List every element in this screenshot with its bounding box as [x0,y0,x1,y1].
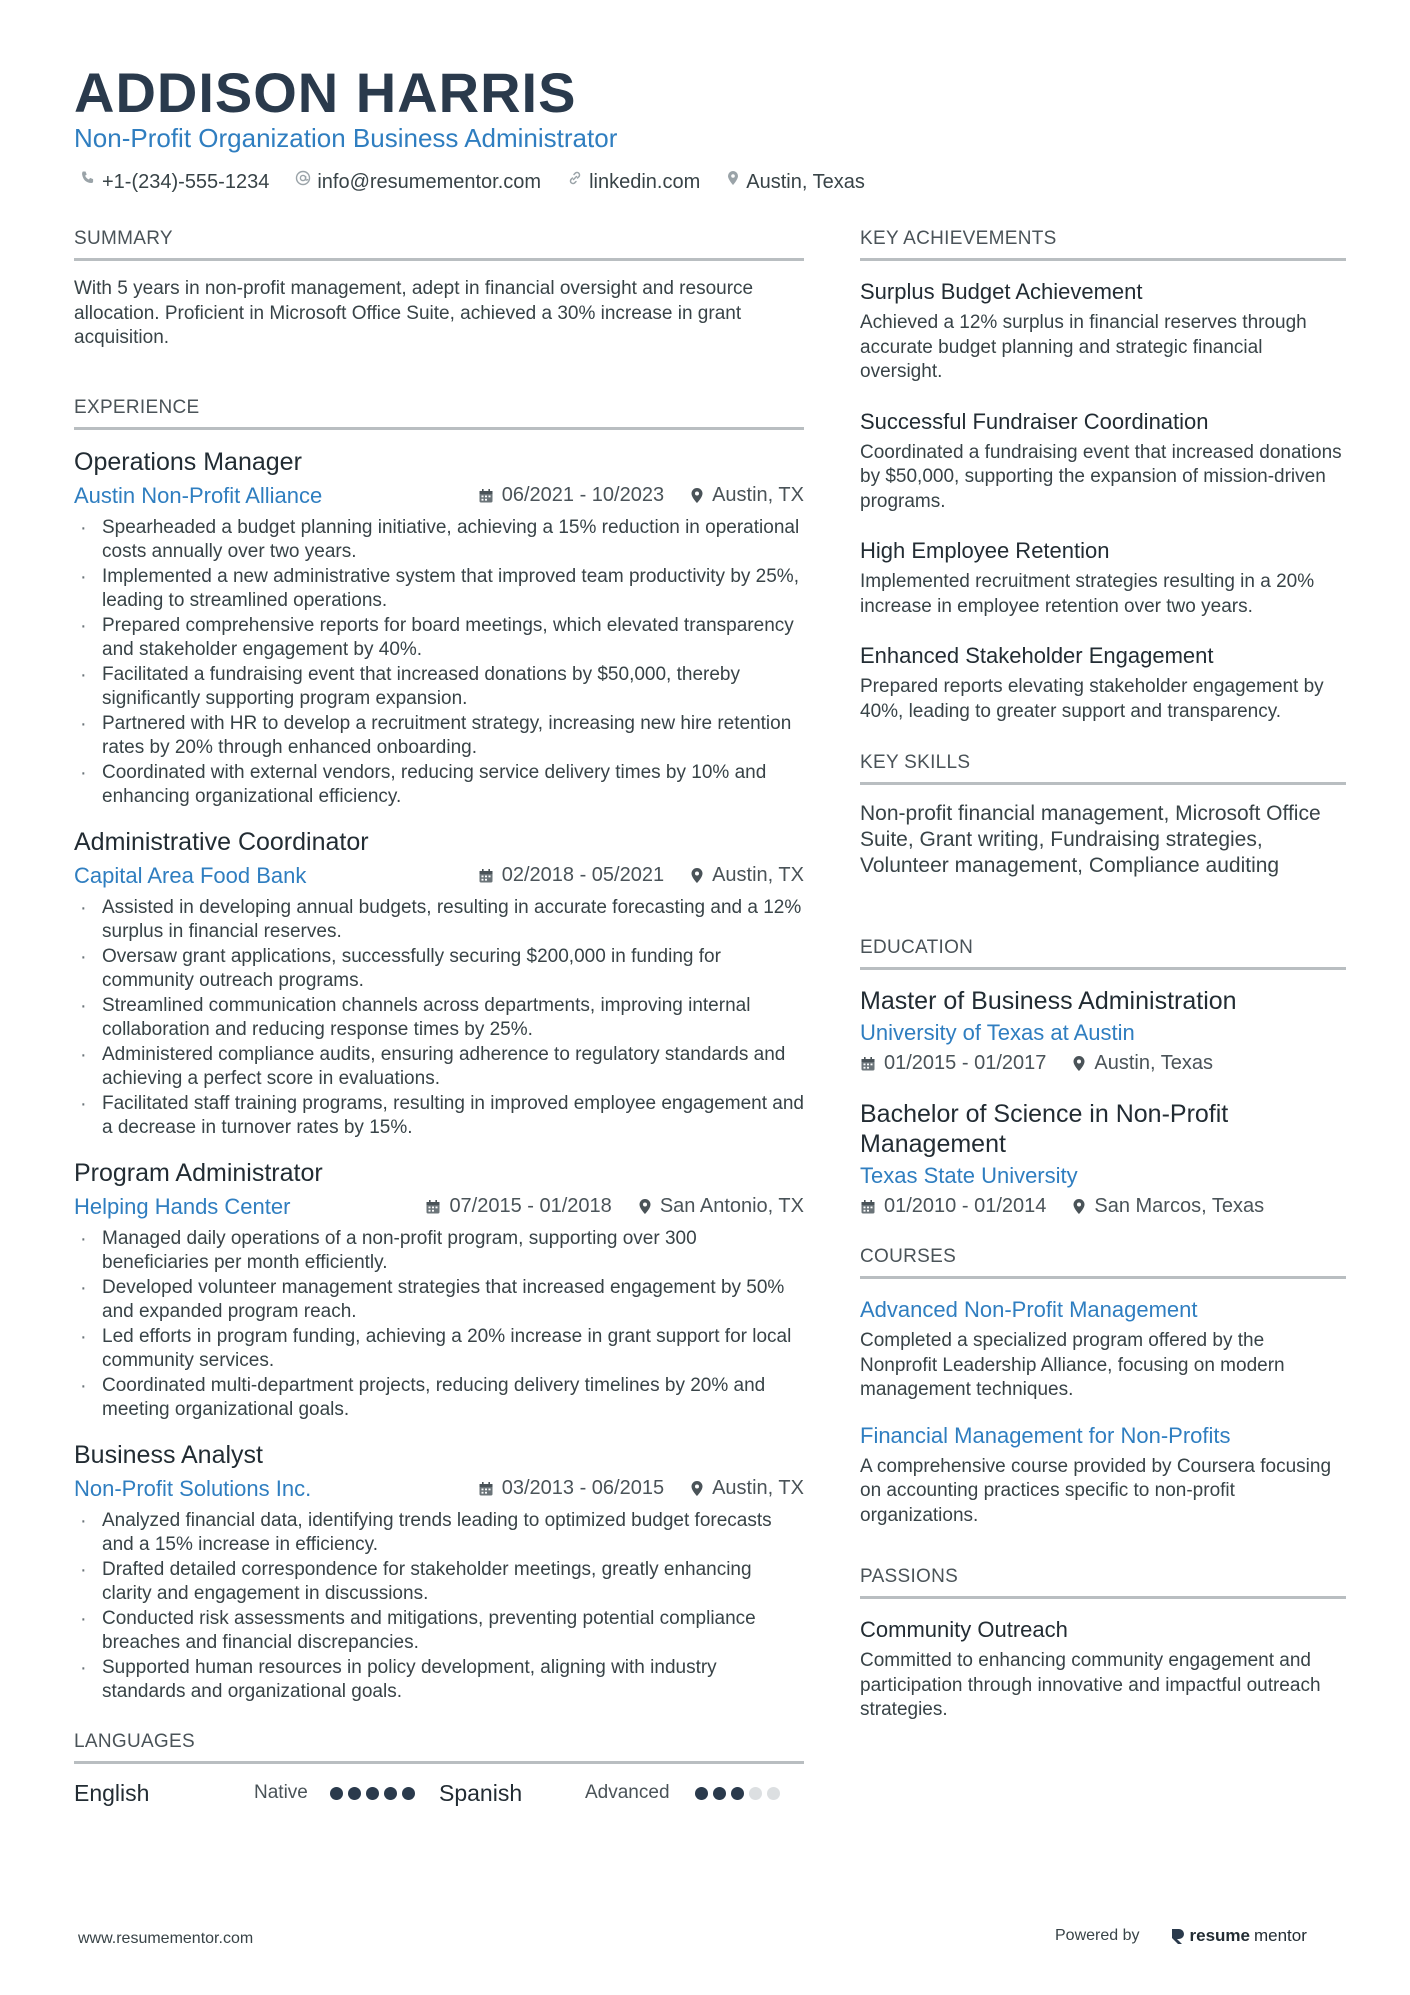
passion-item [860,1615,1346,1723]
proficiency-dots [330,1787,415,1800]
footer-website[interactable]: www.resumementor.com [78,1930,254,1947]
job-location-text: Austin, TX [712,484,804,506]
proficiency-dot [767,1787,780,1800]
job-bullet: · Streamlined communication channels across departments, improving internal collaboration and reducing response times by 25%. [74,994,804,1043]
course-title[interactable]: Advanced Non-Profit Management [860,1297,1198,1322]
education-dates-text: 01/2010 - 01/2014 [884,1195,1047,1217]
proficiency-dot [695,1787,708,1800]
passions-heading: PASSIONS [860,1564,1346,1599]
achievement-item [860,536,1346,619]
job-title: Administrative Coordinator [74,827,369,856]
achievement-item [860,277,1346,385]
course-item [860,1295,1346,1403]
job-bullet: · Developed volunteer management strategies that increased engagement by 50% and expanded program reach. [74,1276,804,1325]
job-location [690,1477,804,1500]
brand-logo[interactable] [1170,1926,1307,1946]
powered-by-label: Powered by [1055,1927,1140,1944]
job-meta-row [74,482,804,510]
phone-icon [80,168,96,196]
job-location-text: Austin, TX [712,1477,804,1499]
at-icon [295,168,311,196]
location-pin-icon [690,1480,704,1497]
proficiency-dot [749,1787,762,1800]
job-bullet: · Facilitated staff training programs, resulting in improved employee engagement and a decrease in turnover rates by 15%. [74,1092,804,1141]
education-meta [860,1195,1346,1218]
proficiency-dot [330,1787,343,1800]
languages-heading: LANGUAGES [74,1729,804,1764]
job-bullet: · Assisted in developing annual budgets, resulting in accurate forecasting and a 12% surplus in financial reserves. [74,896,804,945]
achievement-item [860,407,1346,515]
job-bullet: · Led efforts in program funding, achieving a 20% increase in grant support for local community services. [74,1325,804,1374]
brand-mark-icon [1170,1927,1186,1945]
job-dates-text: 06/2021 - 10/2023 [501,484,665,506]
education-location [1072,1052,1213,1075]
job-bullet: · Coordinated with external vendors, reducing service delivery times by 10% and enhancing organizational efficiency. [74,761,804,810]
passion-list [860,1615,1346,1723]
passions-section [860,1564,1346,1723]
job-location [690,864,804,887]
achievement-list [860,277,1346,724]
job-bullet: · Analyzed financial data, identifying trends leading to optimized budget forecasts and a 15% increase in efficiency. [74,1509,804,1558]
degree-title: Master of Business Administration [860,987,1237,1015]
job-bullet: · Coordinated multi-department projects, reducing delivery timelines by 20% and meeting organizational goals. [74,1374,804,1423]
achievement-title: Enhanced Stakeholder Engagement [860,643,1214,668]
calendar-icon [478,488,494,504]
course-text: A comprehensive course provided by Coursera focusing on accounting practices specific to non-profit organizations. [860,1455,1332,1526]
achievement-item [860,641,1346,724]
job-meta-row [74,862,804,890]
achievement-text: Prepared reports elevating stakeholder engagement by 40%, leading to greater support and transparency. [860,676,1324,722]
candidate-role: Non-Profit Organization Business Administrator [74,123,618,153]
degree-title: Bachelor of Science in Non-Profit Management [860,1100,1229,1158]
proficiency-dot [731,1787,744,1800]
location-text: Austin, Texas [746,171,865,193]
education-item [860,1099,1346,1218]
language-level: Native [254,1782,308,1803]
job-meta [425,1195,804,1218]
location-pin-icon [1072,1198,1086,1215]
language-item [439,1780,804,1807]
language-name: Spanish [439,1779,523,1806]
education-dates-text: 01/2015 - 01/2017 [884,1052,1047,1074]
right-column [860,226,1346,1741]
job-bullets [74,1227,804,1423]
company-name: Helping Hands Center [74,1193,291,1219]
education-heading: EDUCATION [860,935,1346,970]
job-dates [478,1477,664,1500]
job-bullet: · Supported human resources in policy development, aligning with industry standards and organizational goals. [74,1656,804,1705]
education-location [1072,1195,1264,1218]
job-title: Operations Manager [74,447,302,476]
job-meta-row [74,1475,804,1503]
location-pin-icon [690,867,704,884]
experience-item [74,1439,804,1705]
job-meta-row [74,1193,804,1221]
brand-rest-text: mentor [1253,1926,1307,1945]
job-bullet: · Partnered with HR to develop a recruitment strategy, increasing new hire retention rates by 20% through enhanced onboarding. [74,712,804,761]
language-level: Advanced [585,1782,670,1803]
education-meta [860,1052,1346,1075]
language-list [74,1780,804,1807]
skills-section [860,750,1346,879]
link-icon [567,168,583,196]
education-list [860,986,1346,1218]
experience-list [74,446,804,1705]
job-bullet: · Managed daily operations of a non-profit program, supporting over 300 beneficiaries per month efficiently. [74,1227,804,1276]
linkedin-text: linkedin.com [589,171,701,193]
job-dates [478,864,664,887]
experience-section [74,395,804,1705]
experience-item [74,446,804,810]
calendar-icon [425,1199,441,1215]
job-title: Program Administrator [74,1158,323,1187]
skills-text: Non-profit financial management, Microsoft Office Suite, Grant writing, Fundraising strategies, Volunteer management, Compliance auditing [860,802,1321,877]
left-column [74,226,804,1807]
job-bullets [74,896,804,1141]
candidate-name: ADDISON HARRIS [74,61,577,124]
summary-text: With 5 years in non-profit management, adept in financial oversight and resource allocation. Proficient in Microsoft Office Suite, achieved a 30% increase in grant acquisition. [74,278,754,348]
contact-phone[interactable] [80,168,269,196]
calendar-icon [478,868,494,884]
contact-email[interactable] [295,168,541,196]
education-dates [860,1195,1046,1218]
contact-location [726,168,865,196]
achievement-title: Surplus Budget Achievement [860,279,1143,304]
proficiency-dot [348,1787,361,1800]
job-bullet: · Oversaw grant applications, successfully securing $200,000 in funding for community outreach programs. [74,945,804,994]
company-name: Non-Profit Solutions Inc. [74,1475,312,1501]
job-bullet: · Conducted risk assessments and mitigations, preventing potential compliance breaches and financial discrepancies. [74,1607,804,1656]
achievement-text: Achieved a 12% surplus in financial reserves through accurate budget planning and strategic financial oversight. [860,312,1307,382]
location-pin-icon [726,168,740,196]
calendar-icon [478,1481,494,1497]
education-item [860,986,1346,1075]
experience-item [74,1157,804,1423]
education-location-text: Austin, Texas [1094,1052,1213,1074]
job-bullet: · Prepared comprehensive reports for board meetings, which elevated transparency and stakeholder engagement by 40%. [74,614,804,663]
phone-text: +1-(234)-555-1234 [102,171,270,193]
location-pin-icon [1072,1055,1086,1072]
calendar-icon [860,1199,876,1215]
job-bullet: · Administered compliance audits, ensuring adherence to regulatory standards and achieving a perfect score in evaluations. [74,1043,804,1092]
proficiency-dot [402,1787,415,1800]
company-name: Capital Area Food Bank [74,862,307,888]
job-location [690,484,804,507]
achievements-section [860,226,1346,724]
company-name: Austin Non-Profit Alliance [74,482,323,508]
course-title[interactable]: Financial Management for Non-Profits [860,1422,1231,1448]
brand-bold-text: resume [1189,1926,1250,1945]
job-location-text: Austin, TX [712,864,804,886]
job-meta [478,864,804,887]
proficiency-dots [695,1787,780,1800]
course-list [860,1295,1346,1528]
job-bullet: · Implemented a new administrative system that improved team productivity by 25%, leading to streamlined operations. [74,565,804,614]
course-item [860,1421,1346,1529]
experience-item [74,826,804,1141]
passion-text: Committed to enhancing community engagement and participation through innovative and impactful outreach strategies. [860,1650,1321,1720]
education-section [860,935,1346,1218]
achievement-title: High Employee Retention [860,538,1110,563]
achievement-text: Implemented recruitment strategies resulting in a 20% increase in employee retention over two years. [860,571,1315,617]
job-dates-text: 02/2018 - 05/2021 [501,864,665,886]
contact-bar [80,168,865,196]
school-name: Texas State University [860,1163,1078,1188]
job-meta [478,484,804,507]
experience-heading: EXPERIENCE [74,395,804,430]
skills-heading: KEY SKILLS [860,750,1346,785]
courses-heading: COURSES [860,1244,1346,1279]
footer-branding [1055,1926,1307,1946]
languages-section [74,1729,804,1807]
job-dates-text: 07/2015 - 01/2018 [449,1195,612,1217]
achievement-text: Coordinated a fundraising event that increased donations by $50,000, supporting the expansion of mission-driven programs. [860,441,1342,512]
course-text: Completed a specialized program offered by the Nonprofit Leadership Alliance, focusing on modern management techniques. [860,1330,1285,1400]
location-pin-icon [638,1198,652,1215]
proficiency-dot [713,1787,726,1800]
job-location [638,1195,804,1218]
school-name: University of Texas at Austin [860,1020,1135,1045]
education-dates [860,1052,1046,1075]
job-bullet: · Drafted detailed correspondence for stakeholder meetings, greatly enhancing clarity and engagement in discussions. [74,1558,804,1607]
language-name: English [74,1779,150,1806]
courses-section [860,1244,1346,1528]
job-location-text: San Antonio, TX [659,1195,804,1217]
location-pin-icon [690,487,704,504]
proficiency-dot [384,1787,397,1800]
language-item [74,1780,439,1807]
job-meta [478,1477,804,1500]
job-dates [478,484,664,507]
job-bullets [74,516,804,810]
summary-heading: SUMMARY [74,226,804,261]
job-title: Business Analyst [74,1440,263,1469]
summary-section [74,226,804,351]
email-text: info@resumementor.com [317,171,542,193]
achievement-title: Successful Fundraiser Coordination [860,408,1209,434]
job-dates [425,1195,611,1218]
achievements-heading: KEY ACHIEVEMENTS [860,226,1346,261]
passion-title: Community Outreach [860,1617,1068,1642]
job-dates-text: 03/2013 - 06/2015 [501,1477,665,1499]
contact-linkedin[interactable] [567,168,700,196]
job-bullet: · Facilitated a fundraising event that increased donations by $50,000, thereby significantly supporting program expansion. [74,663,804,712]
job-bullets [74,1509,804,1705]
job-bullet: · Spearheaded a budget planning initiative, achieving a 15% reduction in operational costs annually over two years. [74,516,804,565]
calendar-icon [860,1056,876,1072]
education-location-text: San Marcos, Texas [1094,1195,1265,1217]
proficiency-dot [366,1787,379,1800]
